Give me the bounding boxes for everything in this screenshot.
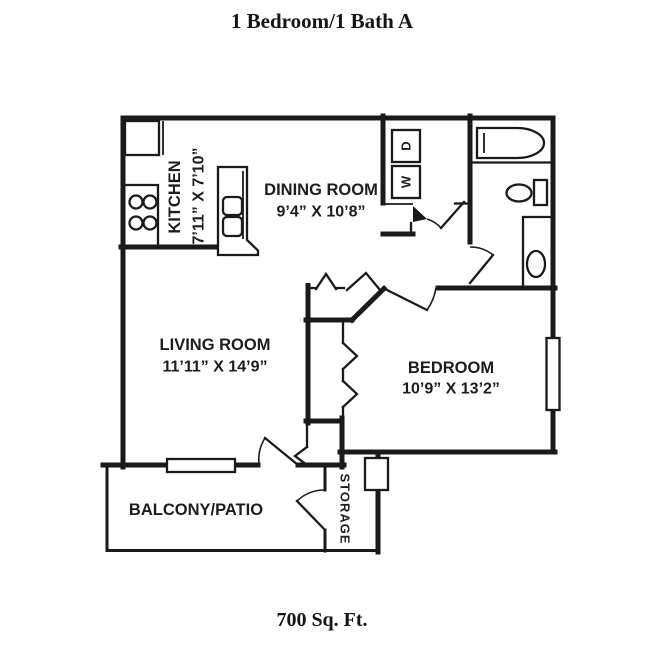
bathroom-fixtures (472, 128, 552, 285)
bedroom-window (547, 338, 560, 410)
wd-door-arc (427, 219, 441, 228)
sink-basin-bottom (223, 217, 242, 236)
bedroom-dims: 10’9” X 13’2” (402, 380, 500, 398)
kitchen-label: KITCHEN (166, 160, 184, 234)
stove-burners-icon (130, 196, 157, 230)
wd-door-leaf (413, 206, 427, 222)
vanity-cabinet (534, 180, 547, 205)
bedroom-label: BEDROOM (407, 359, 495, 377)
bathroom-door-leaf (470, 255, 493, 283)
living-room-window (167, 459, 235, 472)
square-footage-label: 700 Sq. Ft. (276, 609, 368, 631)
bathtub-icon (477, 128, 544, 158)
storage-door-arc (297, 490, 325, 501)
sink-basin-top (223, 197, 242, 215)
bathroom-door-arc (470, 247, 493, 255)
entry-closet-bifold-icon (295, 447, 307, 465)
balcony-label: BALCONY/PATIO (128, 501, 264, 519)
bedroom-door-arc (427, 288, 436, 310)
outer-wall (123, 118, 553, 467)
living-room-label: LIVING ROOM (159, 336, 271, 354)
page-title: 1 Bedroom/1 Bath A (230, 9, 414, 33)
bedroom-door-leaf (383, 288, 427, 310)
angled-closet-wall (352, 289, 384, 321)
sink-icon (507, 185, 532, 202)
washer-label: W (398, 175, 414, 189)
refrigerator (125, 121, 159, 155)
balcony-door-arc (259, 438, 265, 464)
dining-room-dims: 9’4” X 10’8” (276, 203, 366, 221)
hall-door-leaf (441, 202, 464, 228)
utility-box (365, 458, 388, 490)
storage-door-leaf (297, 501, 325, 530)
kitchen-dims: 7’11” X 7’10” (190, 147, 208, 245)
balcony-door-leaf (265, 438, 298, 465)
corner-closet-bifold-icon (347, 273, 380, 290)
interior-walls (121, 116, 555, 467)
laundry-fixtures (381, 130, 468, 233)
dining-room-label: DINING ROOM (264, 181, 378, 199)
living-room-dims: 11’11” X 14’9” (162, 358, 268, 376)
storage-label: STORAGE (337, 473, 353, 545)
toilet-icon (527, 251, 545, 277)
bedroom-closet-bifold-top-icon (343, 343, 357, 369)
dryer-label: D (398, 141, 414, 151)
bedroom-closet-bifold-bottom-icon (343, 381, 357, 407)
hall-closet-bifold-icon (316, 274, 336, 289)
